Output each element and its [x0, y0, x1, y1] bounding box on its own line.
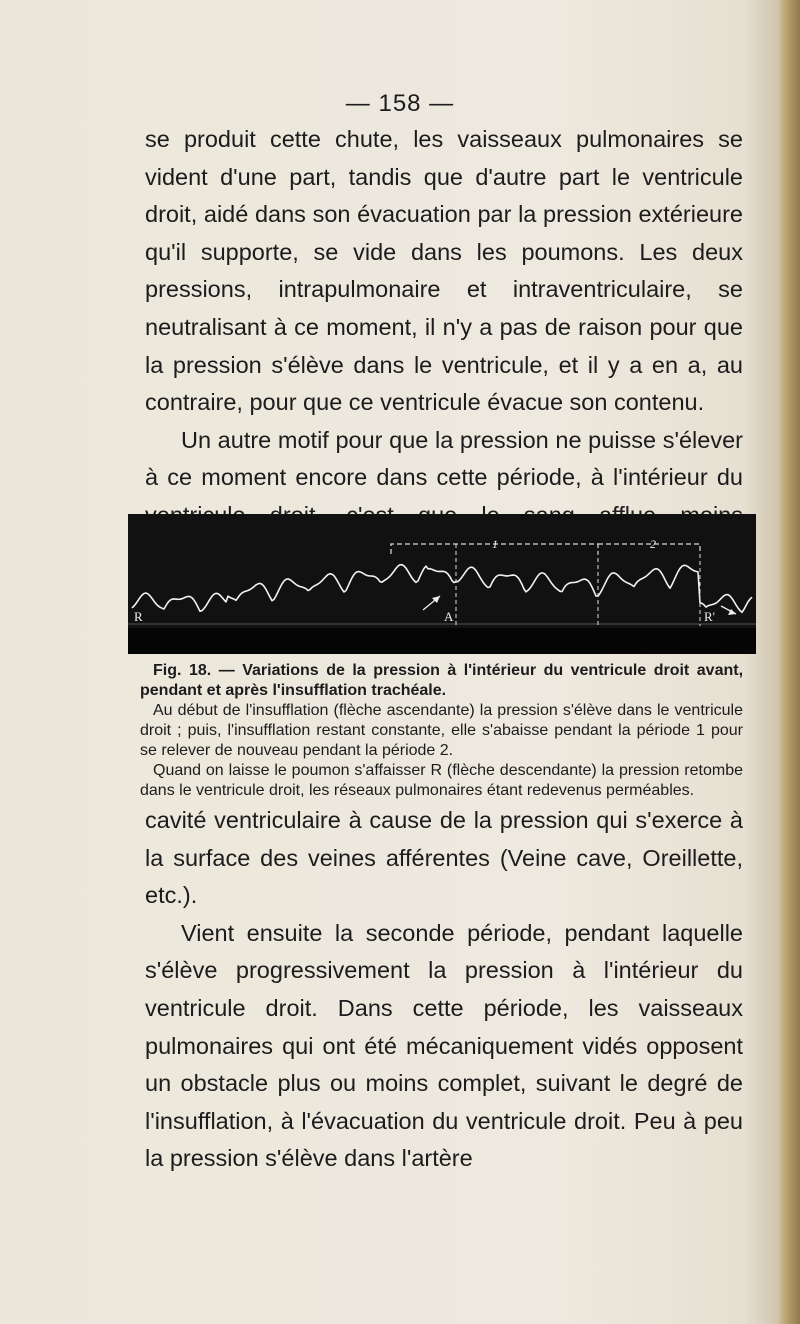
figure-caption: [140, 661, 743, 801]
paragraph: se produit cette chute, les vaisseaux pulmonaires se vident d'une part, tandis que d'autre part le ventricule droit, aidé dans son évacuation par la pression extérieure qu'il supporte, se vide dans les poumons. Les deux pressions, intrapulmonaire et intraventriculaire, se neutralisant à ce moment, il n'y a pas de raison pour que la pression s'élève dans le ventricule, et il y a en a, au contraire, pour que ce ventricule évacue son contenu.: [145, 126, 743, 416]
caption-title: — Variations de la pression à l'intérieur du ventricule droit avant, pendant et après l'insufflation trachéale.: [140, 662, 744, 699]
tracing-svg: [128, 514, 756, 654]
body-text-bottom: [145, 802, 743, 1178]
page-number: — 158 —: [345, 90, 455, 117]
body-text-top: [145, 121, 743, 572]
label-a: A: [444, 609, 454, 624]
page-edge: [778, 0, 800, 1324]
caption-label: Fig. 18.: [153, 662, 212, 679]
pressure-tracing-figure: [128, 514, 756, 654]
paragraph: Un autre motif pour que la pression ne puisse s'élever à ce moment encore dans cette période, à l'intérieur du: [145, 426, 743, 491]
paragraph: Vient ensuite la seconde période, pendant laquelle s'élève progressivement la pression à l'intérieur du ventricule droit. Dans cette période, les vaisseaux pulmonaires qui ont été mécaniquement vidés opposent un obstacle plus ou moins complet, suivant le degré de l'insufflation, à l'évacuation du ventricule droit. Peu à peu la pression s'élève dans l'artère: [145, 919, 743, 1172]
label-period-1: 1: [492, 537, 498, 551]
tracing-baseline-band: [128, 628, 756, 654]
caption-heading: [140, 661, 743, 701]
label-r-prime: R': [704, 609, 716, 624]
caption-line: Au début de l'insufflation (flèche ascendante) la pression s'élève dans le ventricule droit ; puis, l'insufflation restant constante, elle s'abaisse pendant la période 1 pour se relever de nouveau pendant la période 2.: [140, 702, 743, 759]
paragraph: cavité ventriculaire à cause de la pression qui s'exerce à la surface des veines afférentes (Veine cave, Oreillette, etc.).: [145, 807, 743, 909]
caption-line: Quand on laisse le poumon s'affaisser R (flèche descendante) la pression retombe dans le ventricule droit, les réseaux pulmonaires étant redevenus perméables.: [140, 762, 743, 799]
label-r: R: [134, 609, 143, 624]
label-period-2: 2: [650, 537, 656, 551]
